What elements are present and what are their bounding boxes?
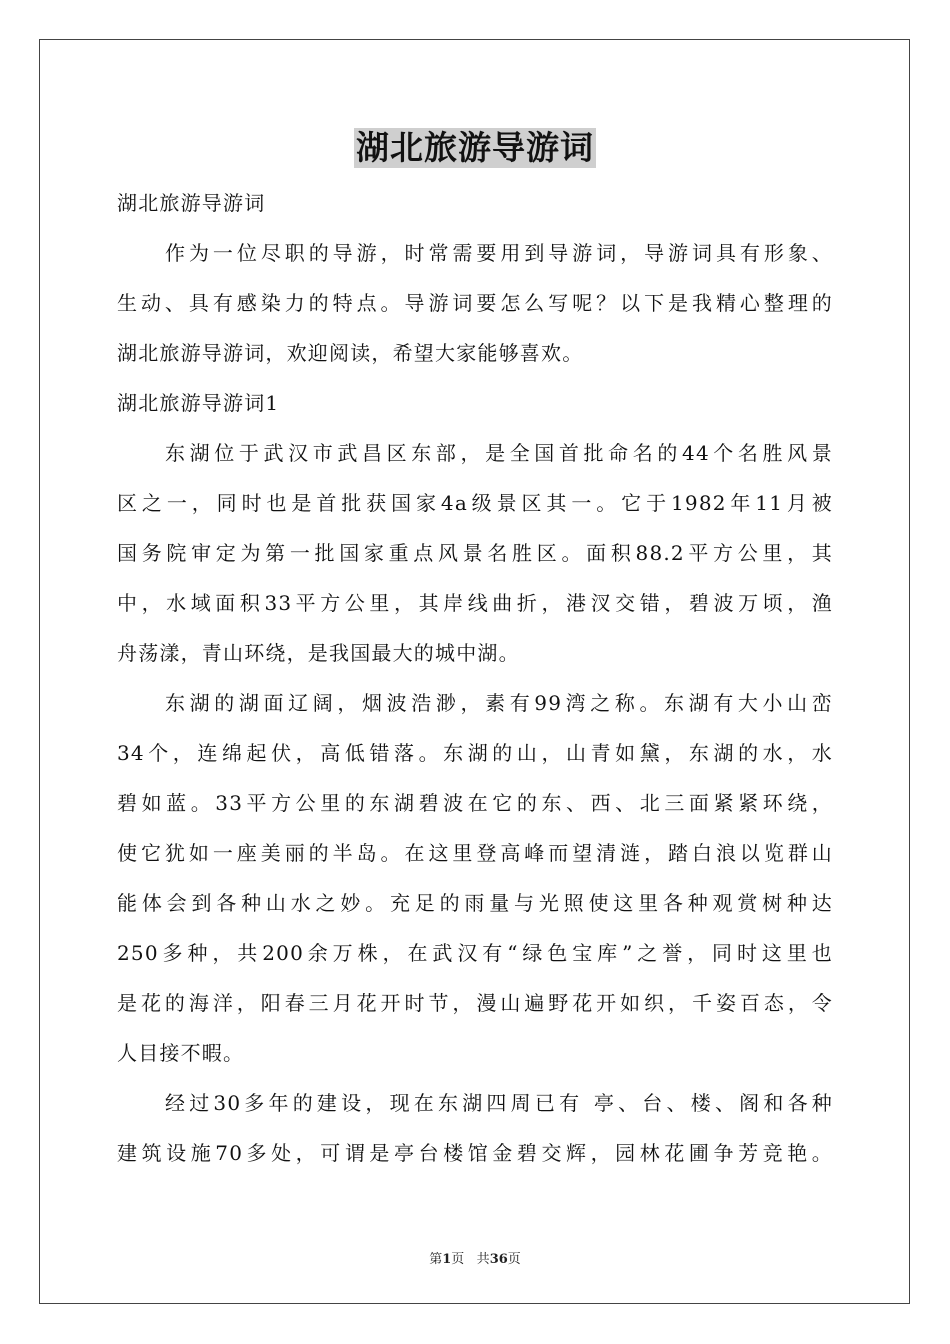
page-label-prefix: 第 — [429, 1252, 443, 1267]
total-pages: 36 — [489, 1252, 508, 1267]
paragraph-line: 人目接不暇。 — [117, 1041, 245, 1065]
intro-line: 作为一位尽职的导游，时常需要用到导游词，导游词具有形象、 — [165, 241, 833, 265]
paragraph-line: 中，水域面积33平方公里，其岸线曲折，港汊交错，碧波万顷，渔 — [117, 591, 833, 615]
intro-line: 湖北旅游导游词，欢迎阅读，希望大家能够喜欢。 — [117, 341, 584, 365]
paragraph-line: 34个，连绵起伏，高低错落。东湖的山，山青如黛，东湖的水，水 — [117, 741, 833, 765]
document-body — [117, 178, 833, 1178]
paragraph-line: 使它犹如一座美丽的半岛。在这里登高峰而望清涟，踏白浪以览群山 — [117, 841, 833, 865]
paragraph-line: 国务院审定为第一批国家重点风景名胜区。面积88.2平方公里，其 — [117, 541, 833, 565]
page-label-suffix: 页 — [451, 1252, 465, 1267]
intro-line: 生动、具有感染力的特点。导游词要怎么写呢？以下是我精心整理的 — [117, 291, 833, 315]
page-number: 1 — [442, 1252, 452, 1267]
paragraph-line: 区之一，同时也是首批获国家4a级景区其一。它于1982年11月被 — [117, 491, 833, 515]
paragraph-line: 经过30多年的建设，现在东湖四周已有 亭、台、楼、阁和各种 — [165, 1091, 833, 1115]
paragraph-line: 建筑设施70多处，可谓是亭台楼馆金碧交辉，园林花圃争芳竞艳。 — [117, 1141, 833, 1165]
page-footer — [0, 1248, 950, 1267]
total-label-suffix: 页 — [507, 1252, 521, 1267]
subtitle: 湖北旅游导游词 — [117, 191, 266, 215]
paragraph-line: 250多种，共200余万株，在武汉有“绿色宝库”之誉，同时这里也 — [117, 941, 833, 965]
paragraph-line: 是花的海洋，阳春三月花开时节，漫山遍野花开如织，千姿百态，令 — [117, 991, 833, 1015]
document-title: 湖北旅游导游词 — [356, 128, 594, 167]
paragraph-line: 碧如蓝。33平方公里的东湖碧波在它的东、西、北三面紧紧环绕， — [117, 791, 833, 815]
total-label-prefix: 共 — [476, 1252, 490, 1267]
paragraph-line: 东湖的湖面辽阔，烟波浩渺，素有99湾之称。东湖有大小山峦 — [165, 691, 833, 715]
paragraph-line: 东湖位于武汉市武昌区东部，是全国首批命名的44个名胜风景 — [165, 441, 833, 465]
paragraph-line: 舟荡漾，青山环绕，是我国最大的城中湖。 — [117, 641, 520, 665]
section-heading: 湖北旅游导游词1 — [117, 391, 280, 415]
title-container — [0, 128, 950, 168]
paragraph-line: 能体会到各种山水之妙。充足的雨量与光照使这里各种观赏树种达 — [117, 891, 833, 915]
